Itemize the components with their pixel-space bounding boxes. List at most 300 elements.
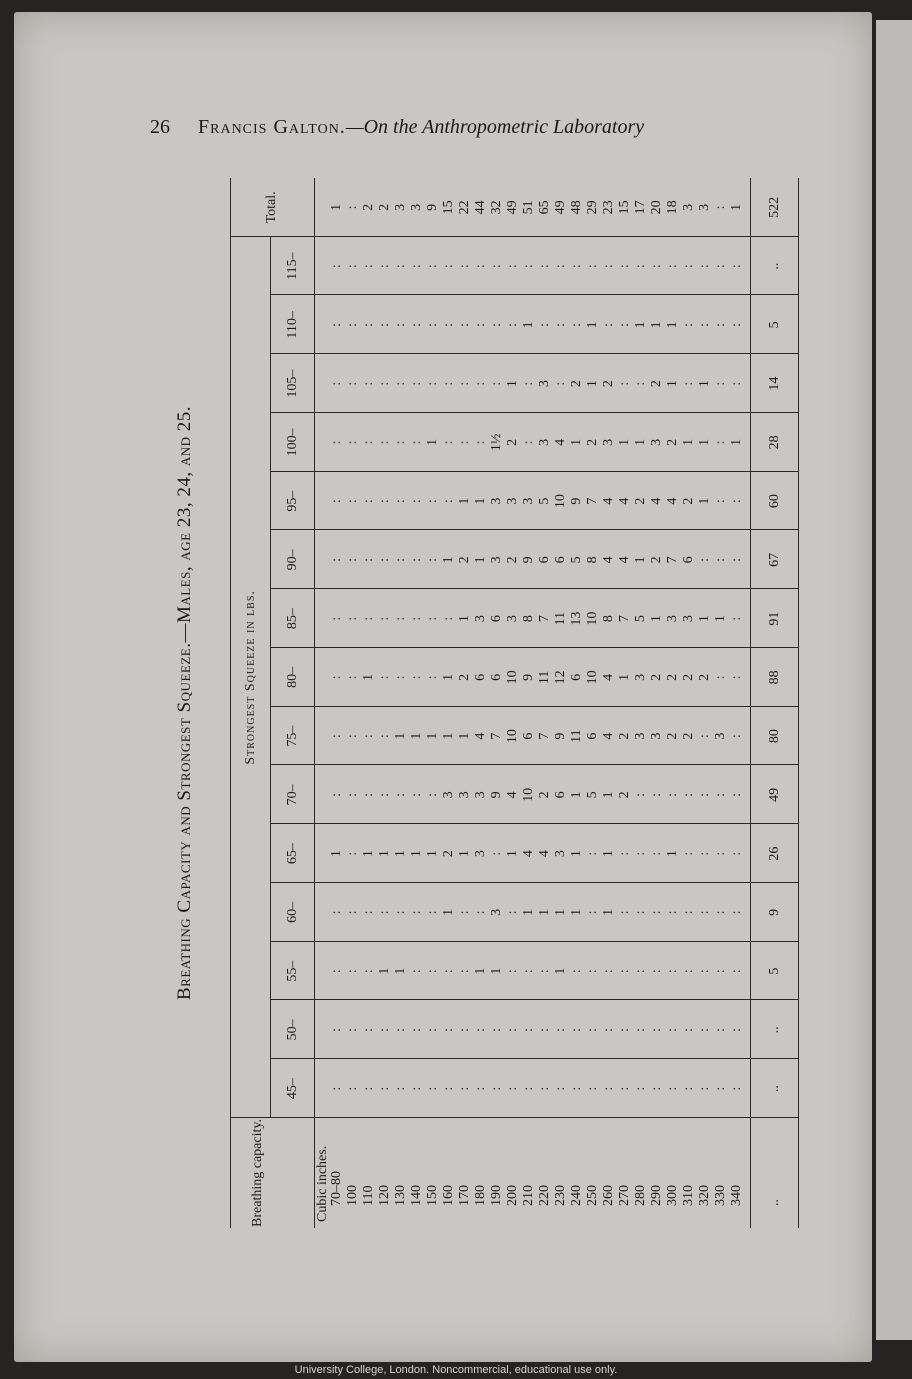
table-cell: 1 (697, 380, 712, 388)
table-cell: 3 (681, 615, 696, 623)
table-cell: : (393, 557, 408, 562)
table-cell: : (489, 322, 504, 327)
table-cell: 1 (393, 850, 408, 858)
table-cell: : (665, 1027, 680, 1032)
column-header: 80– (285, 666, 300, 688)
table-cell: 1 (569, 908, 584, 916)
table-cell: : (329, 499, 344, 504)
table-cell: : (345, 851, 360, 856)
table-cell: 2 (617, 791, 632, 799)
table-cell: : (681, 792, 696, 797)
table-cell: : (697, 322, 712, 327)
table-cell: : (553, 1086, 568, 1091)
table-cell: 6 (681, 556, 696, 564)
table-cell: 3 (553, 850, 568, 858)
table-cell: : (473, 381, 488, 386)
table-cell: : (393, 381, 408, 386)
table-cell: 1 (633, 556, 648, 564)
table-cell: : (649, 969, 664, 974)
table-cell: : (361, 1027, 376, 1032)
table-cell: 10 (585, 670, 600, 685)
table-cell: : (345, 792, 360, 797)
table-cell: : (729, 851, 744, 856)
table-cell: 1 (569, 791, 584, 799)
table-cell: : (329, 557, 344, 562)
table-cell: 1 (585, 321, 600, 329)
table-cell: : (361, 440, 376, 445)
table-cell: : (361, 264, 376, 269)
table-cell: : (521, 381, 536, 386)
table-cell: : (649, 851, 664, 856)
table-cell: : (457, 381, 472, 386)
column-header: Total. (264, 191, 279, 224)
table-cell: 4 (601, 732, 616, 740)
table-cell: 5 (537, 497, 552, 505)
table-cell: 1 (697, 497, 712, 505)
table-cell: : (681, 264, 696, 269)
table-cell: : (329, 1027, 344, 1032)
unit-label: Cubic inches. (315, 1145, 330, 1222)
column-header: 110– (285, 311, 300, 339)
table-cell: : (505, 264, 520, 269)
table-cell: : (345, 440, 360, 445)
table-cell: 48 (569, 200, 584, 215)
table-cell: 4 (537, 850, 552, 858)
column-header: 100– (285, 428, 300, 457)
table-cell: : (713, 322, 728, 327)
table-cell: : (585, 851, 600, 856)
table-cell: : (361, 910, 376, 915)
table-cell: : (361, 792, 376, 797)
table-cell: : (665, 1086, 680, 1091)
table-cell: : (729, 264, 744, 269)
row-label: 240 (569, 1185, 584, 1206)
table-cell: 7 (537, 615, 552, 623)
table-cell: 3 (473, 850, 488, 858)
table-cell: : (729, 969, 744, 974)
table-cell: : (345, 499, 360, 504)
table-cell: : (537, 1027, 552, 1032)
table-cell: : (649, 1086, 664, 1091)
table-cell: : (713, 381, 728, 386)
table-cell: : (393, 264, 408, 269)
table-cell: 1 (505, 850, 520, 858)
table-cell: : (329, 440, 344, 445)
table-cell: 1 (569, 850, 584, 858)
table-cell: 18 (665, 200, 680, 215)
table-cell: 1 (697, 438, 712, 446)
table-cell: : (393, 910, 408, 915)
running-head (150, 116, 750, 150)
table-cell: : (345, 557, 360, 562)
table-cell: : (489, 381, 504, 386)
table-cell: 1 (665, 321, 680, 329)
table-cell: : (505, 1027, 520, 1032)
total-cell: 5 (767, 967, 782, 975)
table-cell: : (633, 792, 648, 797)
table-cell: 3 (537, 380, 552, 388)
table-cell: : (713, 205, 728, 210)
table-cell: 4 (617, 497, 632, 505)
table-cell: 51 (521, 200, 536, 215)
table-cell: 6 (537, 556, 552, 564)
table-cell: 3 (489, 497, 504, 505)
table-cell: : (377, 322, 392, 327)
table-cell: : (713, 675, 728, 680)
table-cell: 11 (553, 611, 568, 626)
table-cell: 1 (377, 967, 392, 975)
table-cell: : (377, 264, 392, 269)
table-cell: : (361, 499, 376, 504)
table-cell: : (681, 910, 696, 915)
table-cell: 20 (649, 200, 664, 215)
rule-group (270, 237, 271, 1118)
table-cell: : (521, 969, 536, 974)
table-cell: 3 (489, 556, 504, 564)
facing-page-edge (876, 20, 912, 1340)
row-label: 200 (505, 1185, 520, 1206)
table-cell: : (713, 969, 728, 974)
table-cell: 3 (505, 615, 520, 623)
table-cell: : (729, 1086, 744, 1091)
table-cell: 7 (537, 732, 552, 740)
table-cell: : (425, 910, 440, 915)
table-cell: : (713, 264, 728, 269)
table-cell: 1½ (489, 433, 504, 452)
table-cell: : (601, 969, 616, 974)
table-cell: : (377, 557, 392, 562)
table-cell: 2 (569, 380, 584, 388)
table-cell: 3 (409, 203, 424, 211)
table-cell: : (393, 675, 408, 680)
table-cell: 2 (537, 791, 552, 799)
table-cell: : (633, 969, 648, 974)
table-cell: 3 (697, 203, 712, 211)
table-cell: : (665, 792, 680, 797)
table-cell: : (681, 322, 696, 327)
table-cell: 3 (537, 438, 552, 446)
table-cell: : (617, 381, 632, 386)
table-cell: : (729, 499, 744, 504)
table-cell: 2 (649, 556, 664, 564)
table-cell: : (729, 734, 744, 739)
table-cell: 10 (505, 729, 520, 744)
table-cell: 2 (601, 380, 616, 388)
table-cell: : (393, 499, 408, 504)
table-cell: : (617, 1027, 632, 1032)
table-cell: 1 (489, 967, 504, 975)
table-cell: : (457, 969, 472, 974)
table-cell: : (425, 969, 440, 974)
table-cell: 1 (665, 850, 680, 858)
table-cell: : (713, 851, 728, 856)
table-cell: : (569, 969, 584, 974)
total-cell: 9 (767, 908, 782, 916)
row-label: 110 (361, 1185, 376, 1206)
table-cell: : (521, 440, 536, 445)
table-cell: : (553, 1027, 568, 1032)
row-label: 330 (713, 1185, 728, 1206)
table-cell: 1 (329, 203, 344, 211)
total-cell: 67 (767, 552, 782, 567)
table-cell: : (617, 322, 632, 327)
table-cell: 1 (425, 850, 440, 858)
table-cell: 2 (681, 673, 696, 681)
table-cell: : (441, 616, 456, 621)
table-cell: 10 (505, 670, 520, 685)
total-cell: 91 (767, 611, 782, 626)
table-cell: : (361, 969, 376, 974)
table-cell: : (377, 792, 392, 797)
table-cell: : (425, 381, 440, 386)
table-cell: 3 (489, 908, 504, 916)
column-header: 55– (285, 960, 300, 982)
table-cell: : (361, 322, 376, 327)
table-cell: 1 (457, 732, 472, 740)
table-cell: : (585, 1086, 600, 1091)
table-cell: : (425, 1027, 440, 1032)
table-cell: : (361, 557, 376, 562)
table-cell: : (585, 1027, 600, 1032)
row-label: 320 (697, 1185, 712, 1206)
column-header: 85– (285, 608, 300, 630)
table-cell: : (425, 675, 440, 680)
running-head-author: Francis Galton. (198, 116, 346, 138)
table-cell: : (681, 381, 696, 386)
table-cell: 11 (537, 670, 552, 685)
table-cell: : (377, 616, 392, 621)
table-cell: : (457, 1086, 472, 1091)
table-cell: : (553, 381, 568, 386)
table-cell: : (457, 440, 472, 445)
table-cell: : (345, 1086, 360, 1091)
table-cell: 3 (457, 791, 472, 799)
table-cell: 2 (665, 438, 680, 446)
table-cell: 1 (617, 438, 632, 446)
data-table (230, 178, 810, 1228)
table-cell: : (361, 734, 376, 739)
table-cell: : (633, 1027, 648, 1032)
total-cell: .. (767, 1026, 782, 1034)
row-label: 140 (409, 1185, 424, 1206)
table-cell: : (665, 910, 680, 915)
table-cell: : (569, 1086, 584, 1091)
table-cell: 1 (441, 673, 456, 681)
table-cell: : (729, 322, 744, 327)
table-cell: : (425, 264, 440, 269)
row-label: 290 (649, 1185, 664, 1206)
page-number: 26 (150, 116, 170, 138)
table-cell: 7 (489, 732, 504, 740)
table-cell: 4 (473, 732, 488, 740)
table-cell: : (409, 969, 424, 974)
table-cell: 1 (553, 908, 568, 916)
table-cell: : (441, 440, 456, 445)
table-cell: : (585, 264, 600, 269)
table-cell: : (633, 910, 648, 915)
table-cell: : (697, 910, 712, 915)
table-cell: : (345, 264, 360, 269)
row-label: 300 (665, 1185, 680, 1206)
table-cell: 1 (441, 732, 456, 740)
table-cell: : (729, 1027, 744, 1032)
table-cell: : (601, 1027, 616, 1032)
column-header: 45– (285, 1078, 300, 1100)
table-cell: 2 (681, 497, 696, 505)
table-cell: : (377, 440, 392, 445)
table-cell: 2 (361, 203, 376, 211)
table-cell: : (553, 322, 568, 327)
table-cell: : (633, 264, 648, 269)
table-cell: : (361, 381, 376, 386)
table-cell: : (617, 264, 632, 269)
table-cell: 8 (521, 615, 536, 623)
table-cell: : (697, 1027, 712, 1032)
table-cell: : (713, 440, 728, 445)
table-cell: : (473, 1027, 488, 1032)
table-cell: : (665, 969, 680, 974)
table-cell: : (393, 1086, 408, 1091)
table-cell: : (537, 264, 552, 269)
table-cell: 1 (601, 850, 616, 858)
table-title: Breathing Capacity and Strongest Squeeze.—Males, age 23, 24, and 25. (174, 406, 195, 1000)
table-cell: 1 (729, 438, 744, 446)
table-cell: : (377, 1086, 392, 1091)
table-cell: 1 (409, 732, 424, 740)
table-cell: : (537, 969, 552, 974)
table-cell: : (409, 322, 424, 327)
table-cell: 4 (505, 791, 520, 799)
table-cell: 49 (553, 200, 568, 215)
table-cell: 2 (665, 673, 680, 681)
table-cell: 1 (553, 967, 568, 975)
table-cell: 15 (441, 200, 456, 215)
table-cell: 44 (473, 200, 488, 215)
table-cell: : (329, 616, 344, 621)
table-cell: 4 (521, 850, 536, 858)
column-header: 75– (285, 725, 300, 747)
table-cell: 10 (553, 494, 568, 509)
table-cell: 6 (473, 673, 488, 681)
table-cell: 17 (633, 200, 648, 215)
table-cell: : (361, 1086, 376, 1091)
table-cell: : (649, 792, 664, 797)
table-cell: : (713, 792, 728, 797)
table-cell: 4 (601, 556, 616, 564)
table-cell: 1 (729, 203, 744, 211)
total-cell: 80 (767, 729, 782, 744)
table-cell: 1 (649, 321, 664, 329)
table-cell: 1 (521, 908, 536, 916)
row-label: 270 (617, 1185, 632, 1206)
table-cell: : (345, 322, 360, 327)
table-cell: : (345, 205, 360, 210)
row-label: 340 (729, 1185, 744, 1206)
table-cell: : (377, 734, 392, 739)
table-cell: : (505, 1086, 520, 1091)
credit-line: University College, London. Noncommercial, educational use only. (294, 1364, 618, 1376)
table-cell: : (489, 851, 504, 856)
table-cell: : (697, 851, 712, 856)
table-cell: : (345, 616, 360, 621)
table-cell: 5 (585, 791, 600, 799)
table-cell: 1 (425, 732, 440, 740)
table-cell: 2 (505, 556, 520, 564)
table-cell: 8 (585, 556, 600, 564)
table-cell: 6 (569, 673, 584, 681)
row-label: 250 (585, 1185, 600, 1206)
table-cell: 29 (585, 200, 600, 215)
table-cell: : (729, 381, 744, 386)
row-label: 100 (345, 1185, 360, 1206)
table-cell: 1 (633, 438, 648, 446)
total-cell: 28 (767, 435, 782, 450)
column-header: 60– (285, 901, 300, 923)
table-cell: : (409, 440, 424, 445)
table-cell: 2 (681, 732, 696, 740)
table-cell: 5 (633, 615, 648, 623)
table-cell: : (457, 1027, 472, 1032)
table-cell: : (409, 499, 424, 504)
table-cell: : (569, 1027, 584, 1032)
table-cell: 10 (521, 787, 536, 802)
row-label: 280 (633, 1185, 648, 1206)
table-cell: : (697, 734, 712, 739)
table-cell: 1 (617, 673, 632, 681)
table-cell: 2 (665, 732, 680, 740)
table-cell: 10 (585, 611, 600, 626)
table-cell: 3 (681, 203, 696, 211)
column-header: 95– (285, 490, 300, 512)
table-cell: 3 (393, 203, 408, 211)
table-cell: : (441, 322, 456, 327)
column-header: 115– (285, 252, 300, 280)
table-cell: : (585, 969, 600, 974)
table-cell: 3 (633, 732, 648, 740)
table-cell: : (729, 675, 744, 680)
table-cell: : (665, 264, 680, 269)
table-cell: 6 (489, 615, 504, 623)
table-cell: 3 (633, 673, 648, 681)
column-header: 90– (285, 549, 300, 571)
total-cell: .. (767, 1085, 782, 1093)
table-cell: 1 (473, 497, 488, 505)
table-cell: : (377, 910, 392, 915)
table-cell: 3 (649, 438, 664, 446)
table-cell: : (409, 616, 424, 621)
table-cell: 23 (601, 200, 616, 215)
table-cell: 32 (489, 200, 504, 215)
table-cell: 1 (441, 556, 456, 564)
table-cell: 1 (601, 908, 616, 916)
table-cell: 1 (473, 967, 488, 975)
table-cell: : (409, 675, 424, 680)
table-cell: : (569, 322, 584, 327)
total-cell: 522 (767, 196, 782, 218)
table-cell: : (697, 557, 712, 562)
table-cell: : (601, 322, 616, 327)
table-cell: : (617, 969, 632, 974)
row-label: 260 (601, 1185, 616, 1206)
table-cell: 9 (521, 673, 536, 681)
column-header: 50– (285, 1019, 300, 1041)
table-cell: 11 (569, 729, 584, 743)
table-cell: : (441, 264, 456, 269)
running-head-subtitle: —On the Anthropometric Laboratory (345, 116, 645, 138)
table-cell: : (393, 440, 408, 445)
rule-totals (750, 178, 751, 1228)
table-cell: : (585, 910, 600, 915)
